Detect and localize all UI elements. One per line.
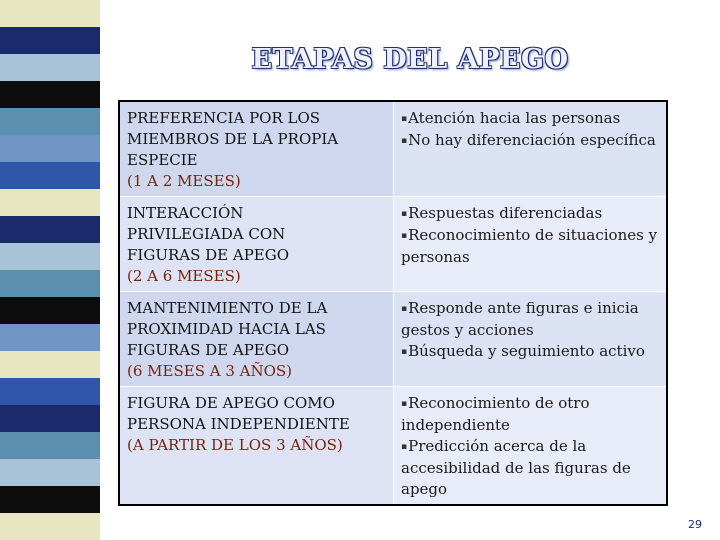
stage-name: MANTENIMIENTO DE LA PROXIMIDAD HACIA LAS FIGURAS DE APEGO <box>127 299 328 359</box>
stage-name: PREFERENCIA POR LOS MIEMBROS DE LA PROPIA ESPECIE <box>127 109 339 169</box>
stage-name: FIGURA DE APEGO COMO PERSONA INDEPENDIENTE <box>127 394 350 433</box>
stage-age: (2 A 6 MESES) <box>127 267 241 285</box>
stripe-block <box>0 162 100 189</box>
stripe-block <box>0 270 100 297</box>
characteristics-cell <box>394 101 668 197</box>
stripe-block <box>0 378 100 405</box>
stage-cell <box>119 197 394 292</box>
bullet-icon: ▪ <box>401 442 408 452</box>
stage-cell <box>119 292 394 387</box>
bullet-icon: ▪ <box>401 231 408 241</box>
list-item: ▪No hay diferenciación específica <box>401 131 656 149</box>
slide-title: ETAPAS DEL APEGO <box>251 44 569 75</box>
list-item: ▪Predicción acerca de la accesibilidad de las figuras de apego <box>401 437 631 498</box>
decorative-stripes <box>0 0 100 540</box>
table-row <box>119 101 667 197</box>
stripe-block <box>0 324 100 351</box>
bullet-icon: ▪ <box>401 304 408 314</box>
table-row <box>119 387 667 506</box>
stripe-block <box>0 27 100 54</box>
stripe-block <box>0 135 100 162</box>
stripe-block <box>0 486 100 513</box>
characteristics-cell <box>394 292 668 387</box>
table-row <box>119 197 667 292</box>
list-item: ▪Responde ante figuras e inicia gestos y acciones <box>401 299 639 339</box>
stage-age: (A PARTIR DE LOS 3 AÑOS) <box>127 436 343 454</box>
list-item: ▪Búsqueda y seguimiento activo <box>401 342 645 360</box>
stripe-block <box>0 513 100 540</box>
stripe-block <box>0 108 100 135</box>
table-row <box>119 292 667 387</box>
stage-cell <box>119 387 394 506</box>
stripe-block <box>0 54 100 81</box>
characteristics-cell <box>394 387 668 506</box>
bullet-icon: ▪ <box>401 347 408 357</box>
stripe-block <box>0 243 100 270</box>
stripe-block <box>0 432 100 459</box>
stripe-block <box>0 459 100 486</box>
list-item: ▪Atención hacia las personas <box>401 109 621 127</box>
stripe-block <box>0 189 100 216</box>
bullet-icon: ▪ <box>401 399 408 409</box>
characteristics-cell <box>394 197 668 292</box>
stripe-block <box>0 81 100 108</box>
stripe-block <box>0 297 100 324</box>
bullet-icon: ▪ <box>401 114 408 124</box>
attachment-stages-table <box>118 100 668 506</box>
page-number: 29 <box>688 518 702 531</box>
stripe-block <box>0 216 100 243</box>
bullet-icon: ▪ <box>401 209 408 219</box>
stripe-block <box>0 351 100 378</box>
stage-cell <box>119 101 394 197</box>
list-item: ▪Respuestas diferenciadas <box>401 204 603 222</box>
stripe-block <box>0 405 100 432</box>
bullet-icon: ▪ <box>401 136 408 146</box>
stage-age: (1 A 2 MESES) <box>127 172 241 190</box>
stage-name: INTERACCIÓN PRIVILEGIADA CON FIGURAS DE APEGO <box>127 204 290 264</box>
list-item: ▪Reconocimiento de otro independiente <box>401 394 590 434</box>
list-item: ▪Reconocimiento de situaciones y personas <box>401 226 658 266</box>
stage-age: (6 MESES A 3 AÑOS) <box>127 362 293 380</box>
stripe-block <box>0 0 100 27</box>
